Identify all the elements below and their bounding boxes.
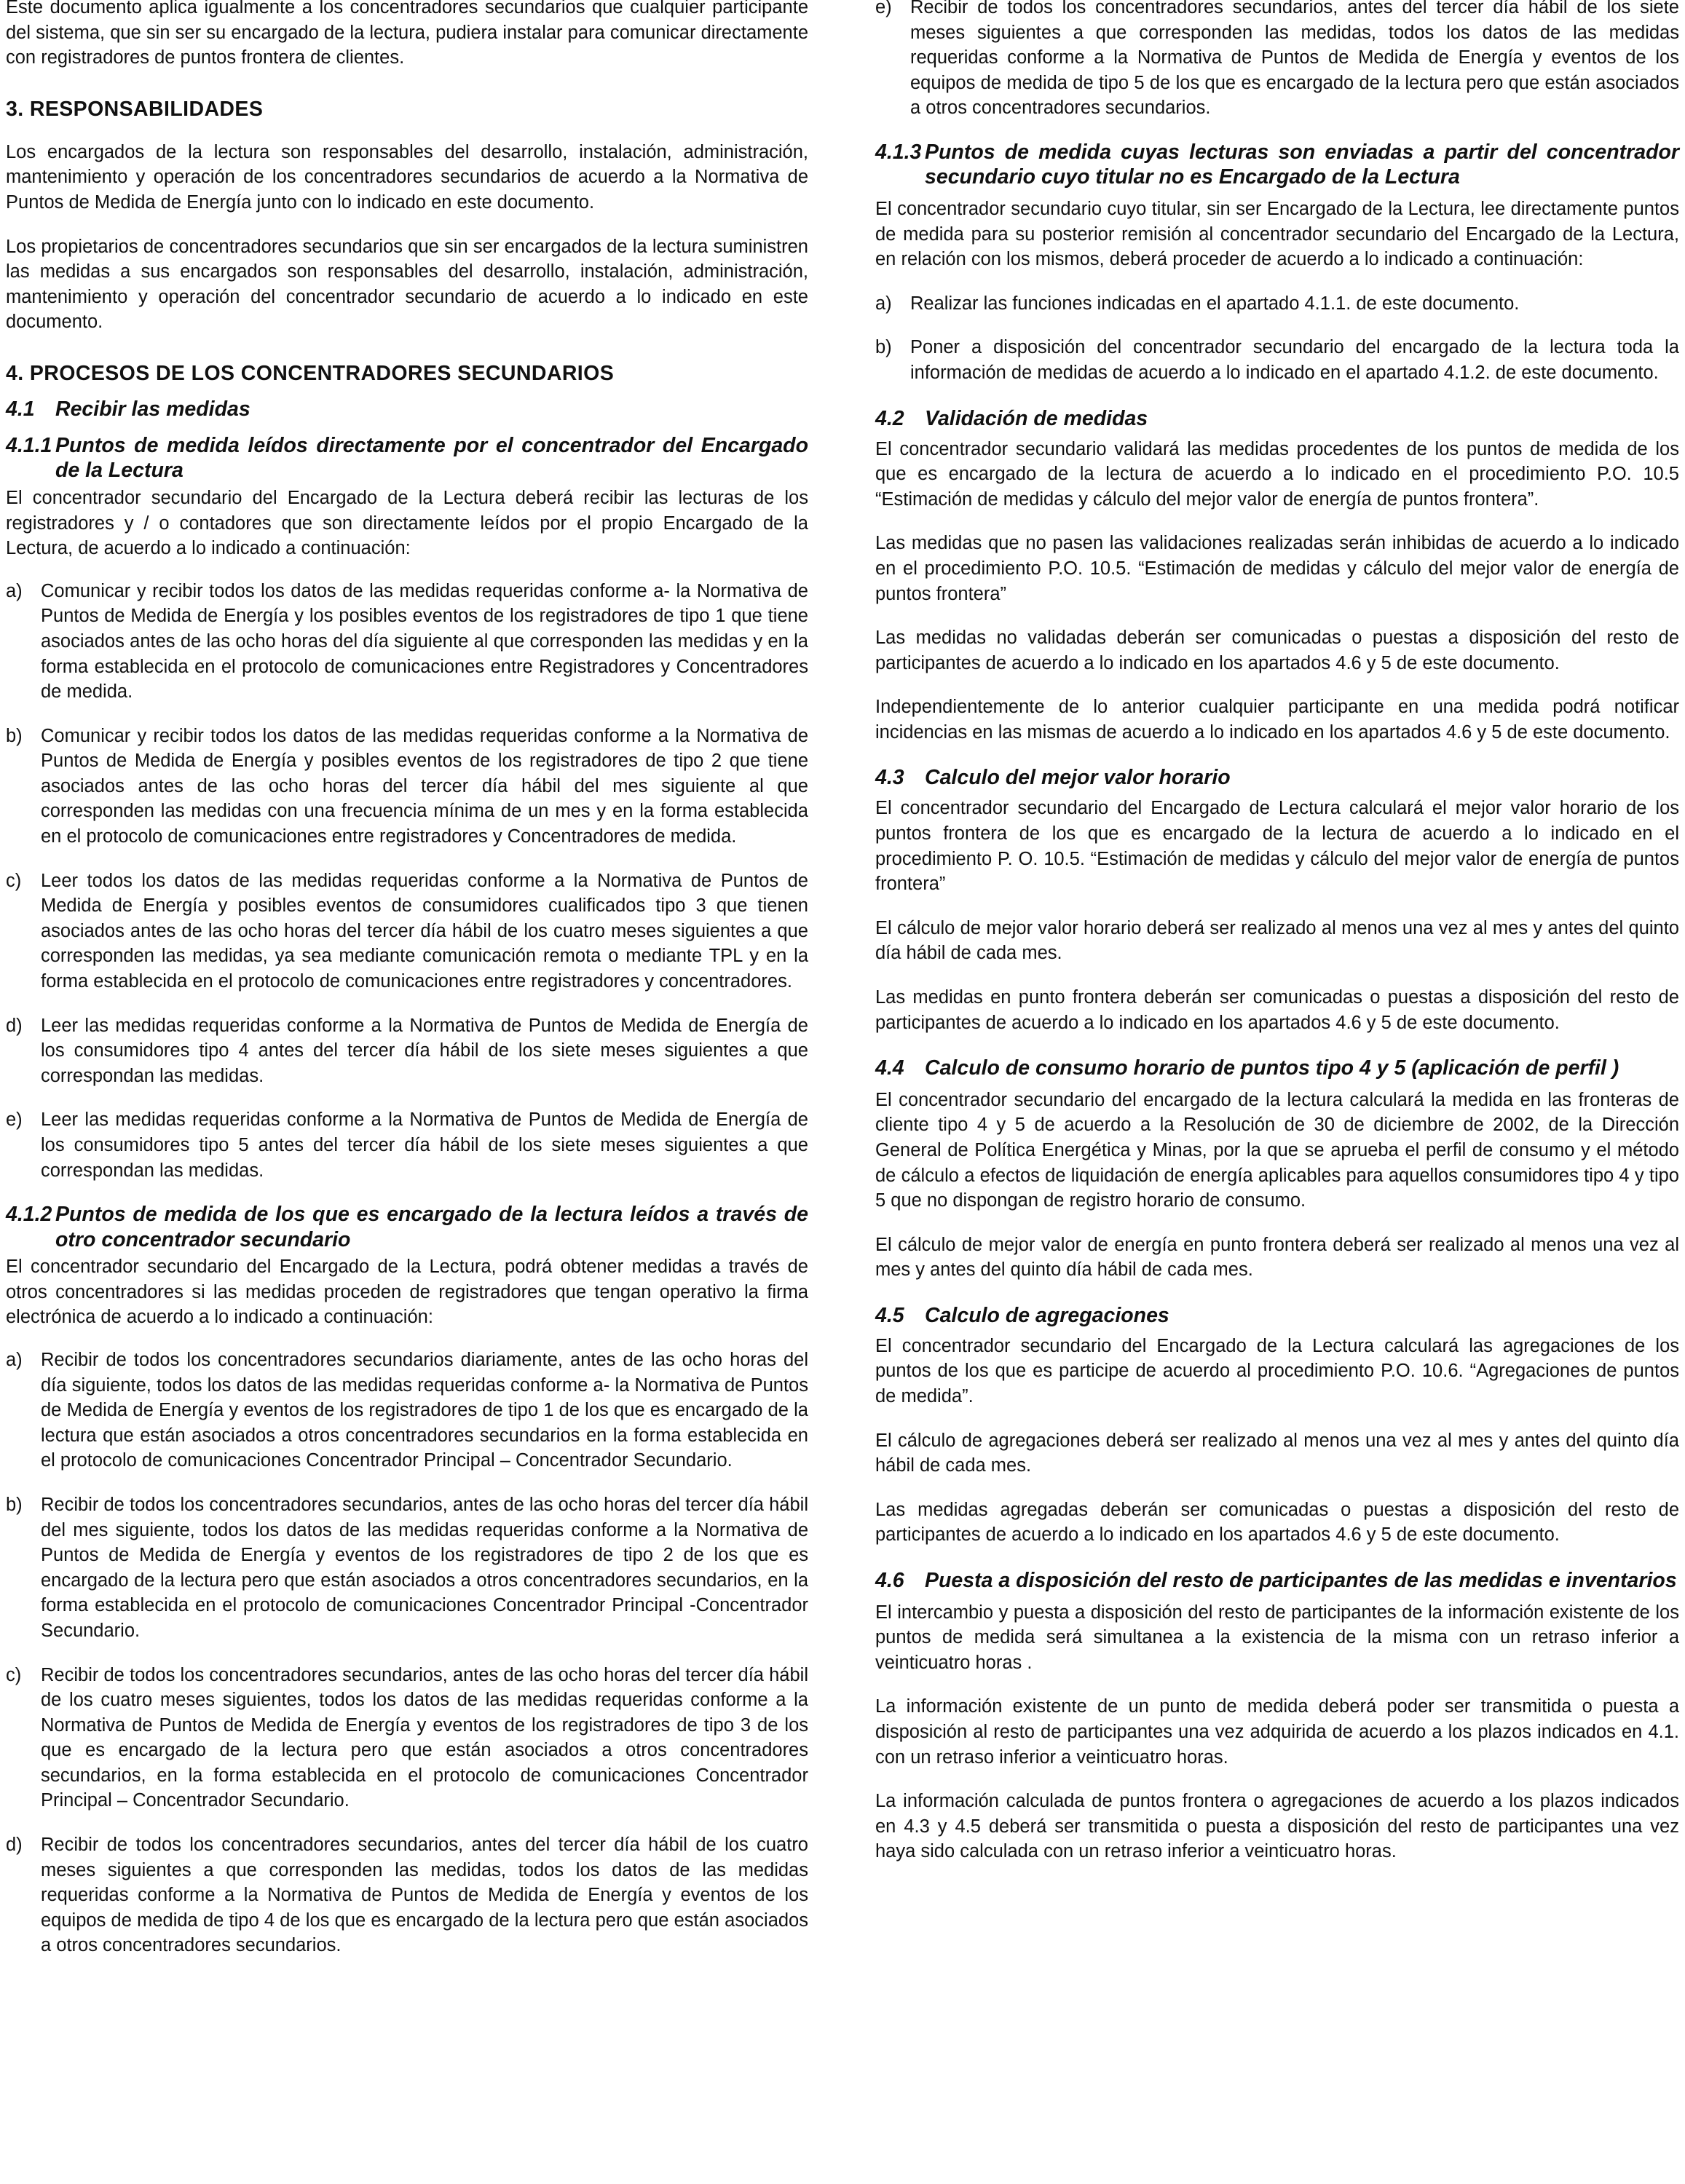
list-marker: c) — [6, 1664, 22, 1685]
list-item — [6, 1492, 808, 1644]
list-item — [6, 1107, 808, 1183]
list-item-text: Leer todos los datos de las medidas requeridas conforme a la Normativa de Puntos de Medida de Energía y posibles eventos de consumidores cualificados tipo 3 que tienen asociados antes de las ocho horas del tercer día hábil de los cuatro meses siguientes a que corresponden las medidas, ya sea mediante comunicación remota o mediante TPL y en la forma establecida en el protocolo de comunicaciones entre registradores y concentradores. — [41, 870, 808, 992]
section-number: 4.5 — [875, 1303, 904, 1327]
section-number: 4.1.3 — [875, 140, 922, 164]
section-4-3-paragraph-2: El cálculo de mejor valor horario deberá ser realizado al menos una vez al mes y antes del quinto día hábil de cada mes. — [875, 917, 1679, 964]
list-marker: d) — [6, 1015, 23, 1036]
list-item-text: Recibir de todos los concentradores secundarios diariamente, antes de las ocho horas del día siguiente, todos los datos de las medidas requeridas conforme a- la Normativa de Puntos de Medida de Energía y eventos de los registradores de tipo 1 de los que es encargado de la lectura que están asociados a otros concentradores secundarios en la forma establecida en el protocolo de comunicaciones Concentrador Principal – Concentrador Secundario. — [41, 1349, 808, 1471]
list-item — [6, 1348, 808, 1473]
list-item — [6, 1013, 808, 1089]
section-4-6-paragraph-3: La información calculada de puntos frontera o agregaciones de acuerdo a los plazos indicados en 4.3 y 4.5 deberá ser transmitida o puesta a disposición del resto de participantes una vez haya sido calculada con un retraso inferior a veinticuatro horas. — [875, 1791, 1679, 1862]
list-item-text: Recibir de todos los concentradores secundarios, antes del tercer día hábil de los cuatro meses siguientes a que corresponden las medidas, todos los datos de las medidas requeridas conforme a la Normativa de Puntos de Medida de Energía y eventos de los equipos de medida de tipo 4 de los que es encargado de la lectura pero que están asociados a otros concentradores secundarios. — [41, 1835, 808, 1956]
left-column — [6, 0, 808, 1958]
section-title: Puntos de medida leídos directamente por el concentrador del Encargado de la Lectura — [55, 433, 808, 483]
list-item — [6, 724, 808, 850]
section-4-1-heading — [6, 397, 808, 422]
section-4-2-heading — [875, 406, 1679, 431]
section-4-1-3-paragraph: El concentrador secundario cuyo titular, sin ser Encargado de la Lectura, lee directamente puntos de medida para su posterior remisión al concentrador secundario del Encargado de la Lectura, en relación con los mismos, deberá proceder de acuerdo a lo indicado a continuación: — [875, 198, 1679, 270]
list-marker: a) — [875, 293, 892, 314]
list-marker: b) — [6, 725, 23, 746]
section-title: Calculo del mejor valor horario — [925, 766, 1231, 790]
section-4-4-heading — [875, 1056, 1679, 1081]
list-marker: e) — [875, 0, 892, 17]
section-4-1-1-paragraph: El concentrador secundario del Encargado de la Lectura deberá recibir las lecturas de los registradores y / o contadores que son directamente leídos por el propio Encargado de la Lectura, de acuerdo a lo indicado a continuación: — [6, 487, 808, 559]
list-item-text: Comunicar y recibir todos los datos de las medidas requeridas conforme a la Normativa de Puntos de Medida de Energía y posibles eventos de los registradores de tipo 2 que tiene asociados antes de las ocho horas del tercer día hábil del mes siguiente al que corresponden las medidas con una frecuencia mínima de un mes y en la forma establecida en el protocolo de comunicaciones entre registradores y Concentradores de medida. — [41, 725, 808, 847]
section-title: Puesta a disposición del resto de participantes de las medidas e inventarios — [925, 1569, 1677, 1593]
list-item-text: Realizar las funciones indicadas en el apartado 4.1.1. de este documento. — [910, 293, 1520, 314]
right-column — [875, 0, 1679, 1864]
section-4-3-paragraph-3: Las medidas en punto frontera deberán ser comunicadas o puestas a disposición del resto de participantes de acuerdo a lo indicado en los apartados 4.6 y 5 de este documento. — [875, 987, 1679, 1033]
section-number: 4.4 — [875, 1056, 904, 1080]
section-4-4-paragraph-1: El concentrador secundario del encargado de la lectura calculará la medida en las fronteras de cliente tipo 4 y 5 de acuerdo a la Resolución de 30 de diciembre de 2002, de la Dirección General de Política Energética y Minas, por la que se aprueba el perfil de consumo y el método de cálculo a efectos de liquidación de energía aplicables para aquellos consumidores tipo 4 y tipo 5 que no dispongan de registro horario de consumo. — [875, 1089, 1679, 1211]
section-title: Recibir las medidas — [55, 397, 250, 421]
list-item — [6, 1832, 808, 1958]
list-marker: d) — [6, 1835, 23, 1856]
list-item-text: Recibir de todos los concentradores secundarios, antes de las ocho horas del tercer día hábil del mes siguiente, todos los datos de las medidas requeridas conforme a la Normativa de Puntos de Medida de Energía y eventos de los registradores de tipo 2 de los que es encargado de la lectura pero que están asociados a otros concentradores secundarios, en la forma establecida en el protocolo de comunicaciones Concentrador Principal -Concentrador Secundario. — [41, 1494, 808, 1641]
section-4-heading: 4. PROCESOS DE LOS CONCENTRADORES SECUNDARIOS — [6, 361, 615, 385]
section-4-5-paragraph-2: El cálculo de agregaciones deberá ser realizado al menos una vez al mes y antes del quinto día hábil de cada mes. — [875, 1430, 1679, 1476]
section-4-4-paragraph-2: El cálculo de mejor valor de energía en punto frontera deberá ser realizado al menos una vez al mes y antes del quinto día hábil de cada mes. — [875, 1234, 1679, 1281]
list-item-text: Poner a disposición del concentrador secundario del encargado de la lectura toda la información de medidas de acuerdo a lo indicado en el apartado 4.1.2. de este documento. — [910, 337, 1679, 383]
section-number: 4.3 — [875, 766, 904, 790]
list-item-text: Leer las medidas requeridas conforme a la Normativa de Puntos de Medida de Energía de los consumidores tipo 4 antes del tercer día hábil de los siete meses siguientes a que correspondan las medidas. — [41, 1015, 808, 1086]
section-4-2-paragraph-3: Las medidas no validadas deberán ser comunicadas o puestas a disposición del resto de participantes de acuerdo a lo indicado en los apartados 4.6 y 5 de este documento. — [875, 628, 1679, 673]
section-4-1-3-heading — [875, 140, 1679, 190]
section-4-6-heading — [875, 1568, 1679, 1594]
list-item — [875, 335, 1679, 385]
list-item-text: Leer las medidas requeridas conforme a la Normativa de Puntos de Medida de Energía de los consumidores tipo 5 antes del tercer día hábil de los siete meses siguientes a que correspondan las medidas. — [41, 1109, 808, 1181]
section-3-heading: 3. RESPONSABILIDADES — [6, 97, 264, 121]
section-4-2-paragraph-4: Independientemente de lo anterior cualquier participante en una medida podrá notificar incidencias en las mismas de acuerdo a lo indicado en los apartados 4.6 y 5 de este documento. — [875, 697, 1679, 743]
list-marker: a) — [6, 580, 23, 601]
section-number: 4.1.2 — [6, 1203, 52, 1227]
section-4-5-paragraph-3: Las medidas agregadas deberán ser comunicadas o puestas a disposición del resto de participantes de acuerdo a lo indicado en los apartados 4.6 y 5 de este documento. — [875, 1499, 1679, 1546]
list-marker: b) — [875, 337, 892, 358]
section-4-5-heading — [875, 1303, 1679, 1328]
section-4-3-paragraph-1: El concentrador secundario del Encargado de Lectura calculará el mejor valor horario de los puntos frontera de los que es encargado de la lectura de acuerdo a lo indicado en el procedimiento P. O. 10.5. “Estimación de medidas y cálculo del mejor valor de energía de puntos frontera” — [875, 798, 1679, 895]
list-marker: c) — [6, 870, 22, 891]
section-number: 4.1 — [6, 397, 35, 421]
list-item — [875, 0, 1679, 121]
list-item-text: Recibir de todos los concentradores secundarios, antes del tercer día hábil de los siete meses siguientes a que corresponden las medidas, todos los datos de las medidas requeridas conforme a la Normativa de Puntos de Medida de Energía y eventos de los equipos de medida de tipo 5 de los que es encargado de la lectura pero que están asociados a otros concentradores secundarios. — [910, 0, 1679, 119]
section-number: 4.1.1 — [6, 433, 52, 457]
section-4-3-heading — [875, 765, 1679, 790]
section-number: 4.6 — [875, 1569, 904, 1593]
intro-paragraph: Este documento aplica igualmente a los concentradores secundarios que cualquier participante del sistema, que sin ser su encargado de la lectura, pudiera instalar para comunicar directamente con registradores de puntos frontera de clientes. — [6, 0, 808, 68]
section-4-2-paragraph-2: Las medidas que no pasen las validaciones realizadas serán inhibidas de acuerdo a lo indicado en el procedimiento P.O. 10.5. “Estimación de medidas y cálculo del mejor valor de energía de puntos frontera” — [875, 533, 1679, 604]
section-4-5-paragraph-1: El concentrador secundario del Encargado de la Lectura calculará las agregaciones de los puntos de los que es participe de acuerdo al procedimiento P.O. 10.6. “Agregaciones de puntos de medida”. — [875, 1335, 1679, 1407]
section-4-1-2-paragraph: El concentrador secundario del Encargado de la Lectura, podrá obtener medidas a través de otros concentradores si las medidas proceden de registradores que tengan operativo la firma electrónica de acuerdo a lo indicado a continuación: — [6, 1257, 808, 1328]
section-title: Calculo de agregaciones — [925, 1303, 1169, 1327]
section-4-6-paragraph-2: La información existente de un punto de medida deberá poder ser transmitida o puesta a disposición al resto de participantes una vez adquirida de acuerdo a los plazos indicados en 4.1. con un retraso inferior a veinticuatro horas. — [875, 1696, 1679, 1768]
section-4-1-2-heading — [6, 1202, 808, 1252]
section-title: Puntos de medida de los que es encargado de la lectura leídos a través de otro concentrador secundario — [55, 1203, 808, 1251]
section-title: Validación de medidas — [925, 406, 1148, 430]
section-title: Puntos de medida cuyas lecturas son enviadas a partir del concentrador secundario cuyo titular no es Encargado de la Lectura — [925, 140, 1679, 189]
section-4-2-paragraph-1: El concentrador secundario validará las medidas procedentes de los puntos de medida de los que es encargado de la lectura de acuerdo a lo indicado en el procedimiento P.O. 10.5 “Estimación de medidas y cálculo del mejor valor de energía de puntos frontera”. — [875, 438, 1679, 510]
section-3-paragraph-1: Los encargados de la lectura son responsables del desarrollo, instalación, administración, mantenimiento y operación de los concentradores secundarios de acuerdo a la Normativa de Puntos de Medida de Energía junto con lo indicado en este documento. — [6, 141, 808, 213]
list-item — [875, 291, 1679, 317]
list-item-text: Comunicar y recibir todos los datos de las medidas requeridas conforme a- la Normativa de Puntos de Medida de Energía y los posibles eventos de los registradores de tipo 1 que tiene asociados antes de las ocho horas del día siguiente al que corresponden las medidas y en la forma establecida en el protocolo de comunicaciones entre Registradores y Concentradores de medida. — [41, 580, 808, 703]
list-marker: b) — [6, 1494, 23, 1515]
list-item — [6, 1663, 808, 1814]
section-title: Calculo de consumo horario de puntos tipo 4 y 5 (aplicación de perfil ) — [925, 1056, 1619, 1080]
list-marker: a) — [6, 1349, 23, 1370]
list-item — [6, 579, 808, 705]
list-item-text: Recibir de todos los concentradores secundarios, antes de las ocho horas del tercer día hábil de los cuatro meses siguientes, todos los datos de las medidas requeridas conforme a la Normativa de Puntos de Medida de Energía y eventos de los registradores de tipo 3 de los que es encargado de la lectura pero que están asociados a otros concentradores secundarios, en la forma establecida en el protocolo de comunicaciones Concentrador Principal – Concentrador Secundario. — [41, 1664, 808, 1811]
list-item — [6, 869, 808, 994]
section-4-6-paragraph-1: El intercambio y puesta a disposición del resto de participantes de la información existente de los puntos de medida será simultanea a la existencia de la misma con un retraso inferior a veinticuatro horas . — [875, 1602, 1679, 1673]
section-number: 4.2 — [875, 406, 904, 430]
section-3-paragraph-2: Los propietarios de concentradores secundarios que sin ser encargados de la lectura suministren las medidas a sus encargados son responsables del desarrollo, instalación, administración, mantenimiento y operación del concentrador secundario de acuerdo a lo indicado en este documento. — [6, 236, 808, 333]
list-marker: e) — [6, 1109, 23, 1131]
section-4-1-1-heading — [6, 433, 808, 483]
